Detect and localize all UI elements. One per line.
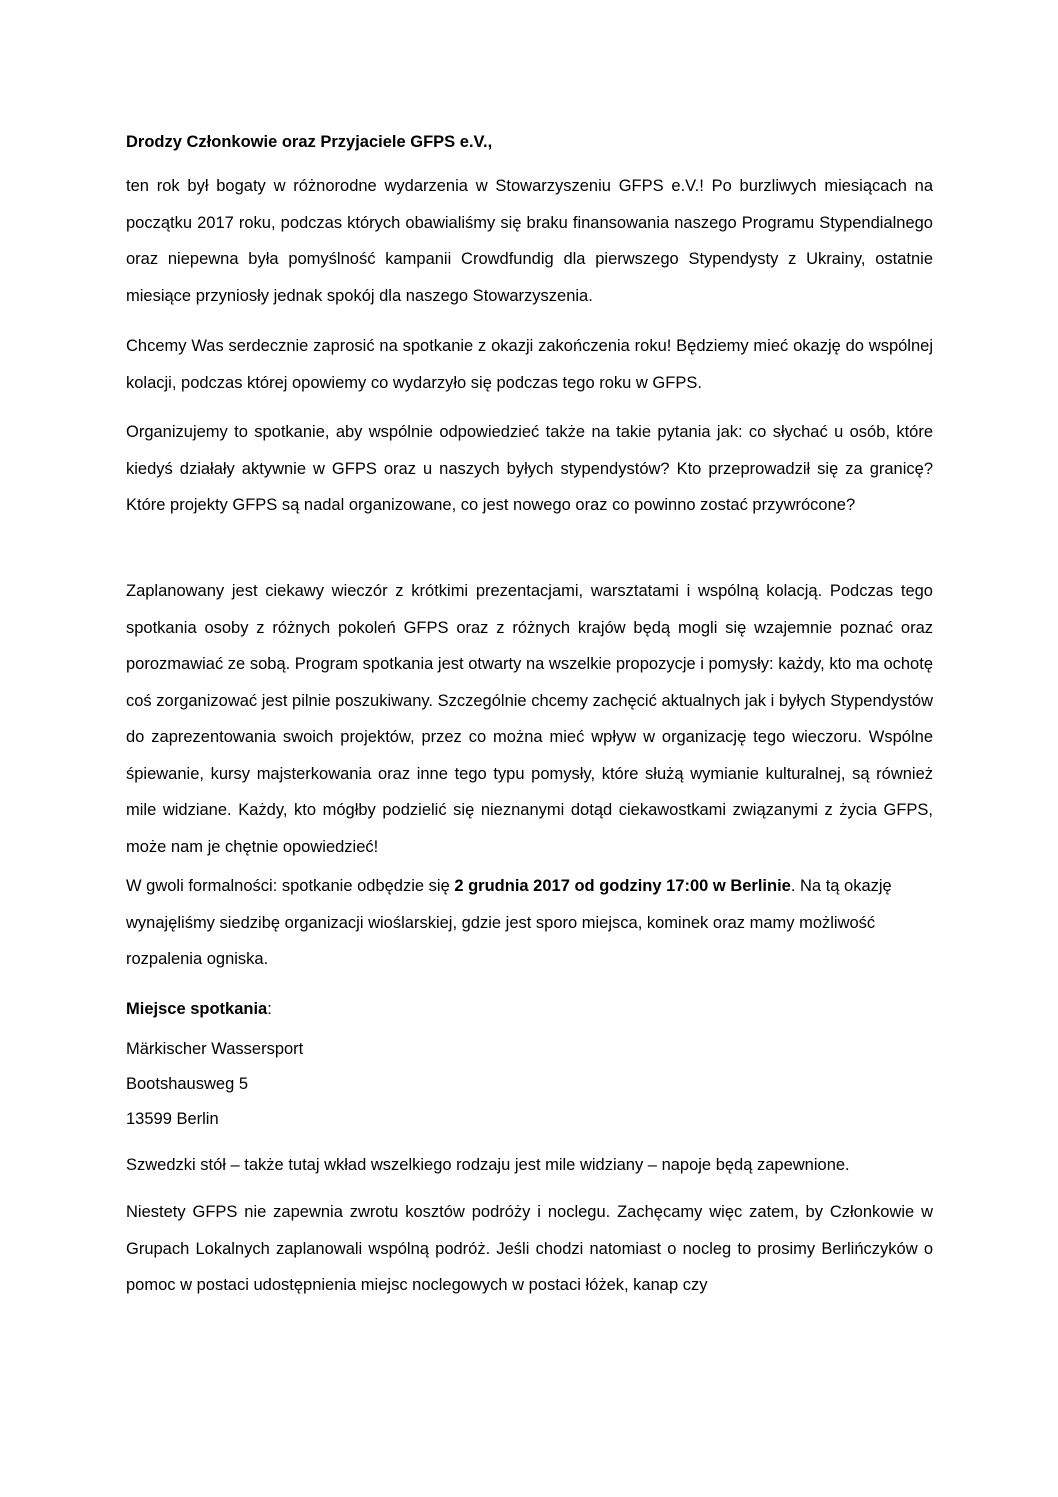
address-heading (126, 991, 933, 1028)
paragraph-buffet: Szwedzki stół – także tutaj wkład wszelkiego rodzaju jest mile widziany – napoje będą zapewnione. (126, 1156, 850, 1174)
greeting: Drodzy Członkowie oraz Przyjaciele GFPS e.V., (126, 133, 493, 151)
address-label-colon: : (267, 1000, 272, 1018)
event-date-location: 2 grudnia 2017 od godziny 17:00 w Berlinie (454, 877, 791, 895)
address-line-street: Bootshausweg 5 (126, 1075, 249, 1093)
paragraph-travel: Niestety GFPS nie zapewnia zwrotu kosztów podróży i noclegu. Zachęcamy więc zatem, by Członkowie w Grupach Lokalnych zaplanowali wspólną podróż. Jeśli chodzi natomiast o nocleg to prosimy Berlińczyków o pomoc w postaci udostępnienia miejsc noclegowych w postaci łóżek, kanap czy (126, 1203, 933, 1294)
address-line-city: 13599 Berlin (126, 1110, 219, 1128)
paragraph-program: Zaplanowany jest ciekawy wieczór z krótkimi prezentacjami, warsztatami i wspólną kolacją. Podczas tego spotkania osoby z różnych pokoleń GFPS oraz z różnych krajów będą mogli się wzajemnie poznać oraz porozmawiać ze sobą. Program spotkania jest otwarty na wszelkie propozycje i pomysły: każdy, kto ma ochotę coś zorganizować jest pilnie poszukiwany. Szczególnie chcemy zachęcić aktualnych jak i byłych Stypendystów do zaprezentowania swoich projektów, przez co można mieć wpływ w organizację tego wieczoru. Wspólne śpiewanie, kursy majsterkowania oraz inne tego typu pomysły, które służą wymianie kulturalnej, są również mile widziane. Każdy, kto mógłby podzielić się nieznanymi dotąd ciekawostkami związanymi z życia GFPS, może nam je chętnie opowiedzieć! (126, 582, 933, 856)
paragraph-formalities (126, 868, 933, 978)
address-line-venue: Märkischer Wassersport (126, 1040, 304, 1058)
paragraph-invitation: Chcemy Was serdecznie zaprosić na spotkanie z okazji zakończenia roku! Będziemy mieć okazję do wspólnej kolacji, podczas której opowiemy co wydarzyło się podczas tego roku w GFPS. (126, 337, 933, 392)
formalities-text-end: . Na tą okazję wynajęliśmy siedzibę organizacji wioślarskiej, gdzie jest sporo miejsca, kominek oraz mamy możliwość rozpalenia ogniska. (126, 877, 892, 968)
formalities-text-start: W gwoli formalności: spotkanie odbędzie się (126, 877, 455, 895)
address-label: Miejsce spotkania (126, 1000, 268, 1018)
paragraph-year-summary: ten rok był bogaty w różnorodne wydarzenia w Stowarzyszeniu GFPS e.V.! Po burzliwych miesiącach na początku 2017 roku, podczas których obawialiśmy się braku finansowania naszego Programu Stypendialnego oraz niepewna była pomyślność kampanii Crowdfundig dla pierwszego Stypendysty z Ukrainy, ostatnie miesiące przyniosły jednak spokój dla naszego Stowarzyszenia. (126, 177, 933, 305)
paragraph-questions: Organizujemy to spotkanie, aby wspólnie odpowiedzieć także na takie pytania jak: co słychać u osób, które kiedyś działały aktywnie w GFPS oraz u naszych byłych stypendystów? Kto przeprowadził się za granicę? Które projekty GFPS są nadal organizowane, co jest nowego oraz co powinno zostać przywrócone? (126, 423, 933, 514)
